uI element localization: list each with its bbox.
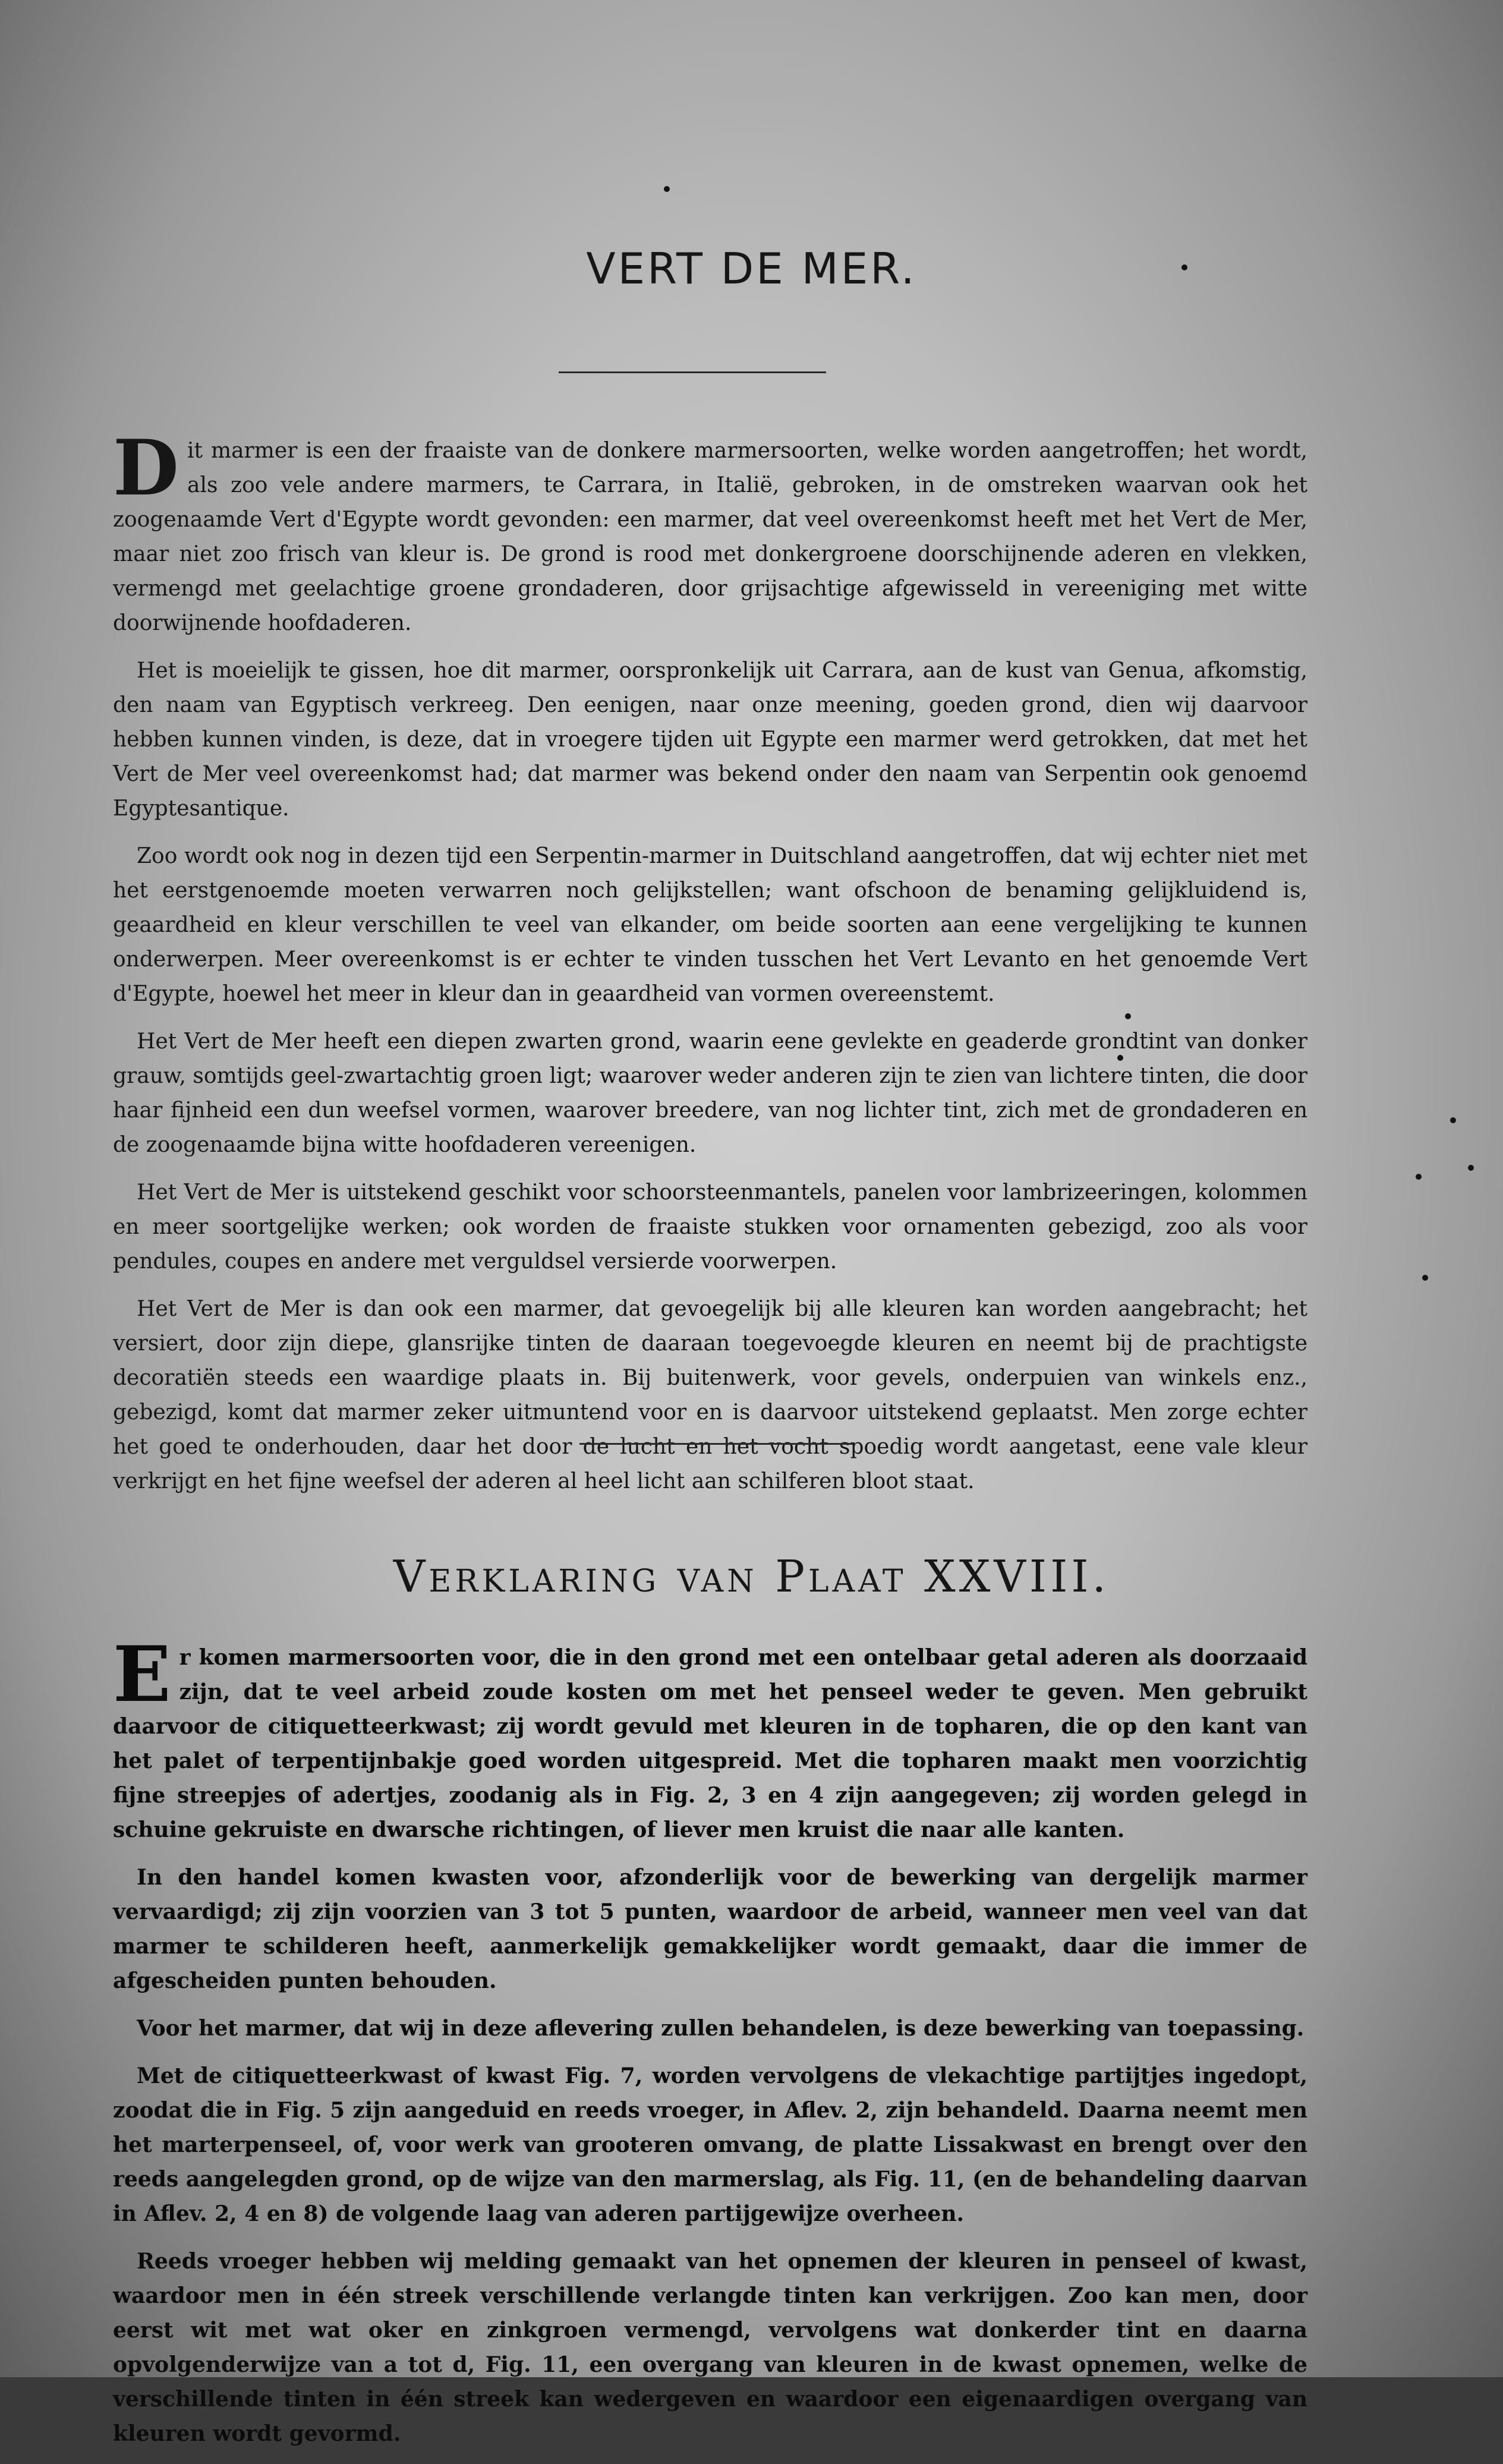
section-verklaring — [113, 1630, 1307, 2464]
title-divider — [559, 371, 826, 373]
section-divider — [579, 1443, 853, 1445]
paragraph: Zoo wordt ook nog in dezen tijd een Serpentin-marmer in Duitschland aangetroffen, dat wij echter niet met het eerstgenoemde moeten verwarren noch gelijkstellen; want ofschoon de benaming gelijkluidend is, geaardheid en kleur verschillen te veel van elkander, om beide soorten aan eene vergelijking te kunnen onderwerpen. Meer overeenkomst is er echter te vinden tusschen het Vert Levanto en het genoemde Vert d'Egypte, hoewel het meer in kleur dan in geaardheid van vormen overeenstemt. — [113, 844, 1307, 1006]
section-vert-de-mer — [113, 424, 1307, 1512]
ink-speck — [1468, 1165, 1474, 1171]
ink-speck — [664, 186, 670, 192]
paragraph: Voor het marmer, dat wij in deze aflevering zullen behandelen, is deze bewerking van toepassing. — [137, 2016, 1305, 2041]
drop-cap: D — [113, 424, 179, 513]
drop-cap: E — [113, 1630, 171, 1719]
paragraph: Het is moeielijk te gissen, hoe dit marmer, oorspronkelijk uit Carrara, aan de kust van Genua, afkomstig, den naam van Egyptisch verkreeg. Den eenigen, naar onze meening, goeden grond, dien wij daarvoor hebben kunnen vinden, is deze, dat in vroegere tijden uit Egypte een marmer werd getrokken, dat met het Vert de Mer veel overeenkomst had; dat marmer was bekend onder den naam van Serpentin ook genoemd Egyptesantique. — [113, 658, 1307, 821]
paragraph: Reeds vroeger hebben wij melding gemaakt van het opnemen der kleuren in penseel of kwast, waardoor men in één streek verschillende verlangde tinten kan verkrijgen. Zoo kan men, door eerst wit met wat oker en zinkgroen vermengd, vervolgens wat donkerder tint en daarna opvolgenderwijze van a tot d, Fig. 11, een overgang van kleuren in de kwast opnemen, welke de verschillende tinten in één streek kan wedergeven en waardoor een eigenaardigen overgang van kleuren wordt gevormd. — [113, 2249, 1307, 2446]
paragraph: In den handel komen kwasten voor, afzonderlijk voor de bewerking van dergelijk marmer vervaardigd; zij zijn voorzien van 3 tot 5 punten, waardoor de arbeid, wanneer men veel van dat marmer te schilderen heeft, aanmerkelijk gemakkelijker wordt gemaakt, daar die immer de afgescheiden punten behouden. — [113, 1865, 1307, 1993]
paragraph: Er komen marmersoorten voor, die in den grond met een ontelbaar getal aderen als doorzaaid zijn, dat te veel arbeid zoude kosten om met het penseel weder te geven. Men gebruikt daarvoor de citiquetteerkwast; zij wordt gevuld met kleuren in de topharen, die op den kant van het palet of terpentijnbakje goed worden uitgespreid. Met die topharen maakt men voorzichtig fijne streepjes of adertjes, zoodanig als in Fig. 2, 3 en 4 zijn aangegeven; zij worden gelegd in schuine gekruiste en dwarsche richtingen, of liever men kruist die naar alle kanten. — [113, 1630, 1307, 1842]
page-title: VERT DE MER. — [586, 244, 917, 294]
ink-speck — [1422, 1275, 1428, 1281]
section-title: Verklaring van Plaat XXVIII. — [393, 1551, 1110, 1602]
paragraph: Met de citiquetteerkwast of kwast Fig. 7, worden vervolgens de vlekachtige partijtjes ingedopt, zoodat die in Fig. 5 zijn aangeduid en reeds vroeger, in Aflev. 2, zijn behandeld. Daarna neemt men het marterpenseel, of, voor werk van grooteren omvang, de platte Lissakwast en brengt over den reeds aangelegden grond, op de wijze van den marmerslag, als Fig. 11, (en de behandeling daarvan in Aflev. 2, 4 en 8) de volgende laag van aderen partijgewijze overheen. — [113, 2063, 1307, 2226]
paragraph: Het Vert de Mer is uitstekend geschikt voor schoorsteenmantels, panelen voor lambrizeeringen, kolommen en meer soortgelijke werken; ook worden de fraaiste stukken voor ornamenten gebezigd, zoo als voor pendules, coupes en andere met verguldsel versierde voorwerpen. — [113, 1180, 1307, 1274]
paragraph: Het Vert de Mer is dan ook een marmer, dat gevoegelijk bij alle kleuren kan worden aangebracht; het versiert, door zijn diepe, glansrijke tinten de daaraan toegevoegde kleuren en neemt bij de prachtigste decoratiën steeds een waardige plaats in. Bij buitenwerk, voor gevels, onderpuien van winkels enz., gebezigd, komt dat marmer zeker uitmuntend voor en is daarvoor uitstekend geplaatst. Men zorge echter het goed te onderhouden, daar het door de lucht en het vocht spoedig wordt aangetast, eene vale kleur verkrijgt en het fijne weefsel der aderen al heel licht aan schilferen bloot staat. — [113, 1297, 1307, 1493]
paragraph: Het Vert de Mer heeft een diepen zwarten grond, waarin eene gevlekte en geaderde grondtint van donker grauw, somtijds geel-zwartachtig groen ligt; waarover weder anderen zijn te zien van lichtere tinten, die door haar fijnheid een dun weefsel vormen, waarover breedere, van nog lichter tint, zich met de grondaderen en de zoogenaamde bijna witte hoofdaderen vereenigen. — [113, 1029, 1307, 1157]
ink-speck — [1450, 1117, 1456, 1123]
ink-speck — [1416, 1174, 1422, 1180]
paragraph: Dit marmer is een der fraaiste van de donkere marmersoorten, welke worden aangetroffen; het wordt, als zoo vele andere marmers, te Carrara, in Italië, gebroken, in de omstreken waarvan ook het zoogenaamde Vert d'Egypte wordt gevonden: een marmer, dat veel overeenkomst heeft met het Vert de Mer, maar niet zoo frisch van kleur is. De grond is rood met donkergroene doorschijnende aderen en vlekken, vermengd met geelachtige groene grondaderen, door grijsachtige afgewisseld in vereeniging met witte doorwijnende hoofdaderen. — [113, 424, 1307, 635]
